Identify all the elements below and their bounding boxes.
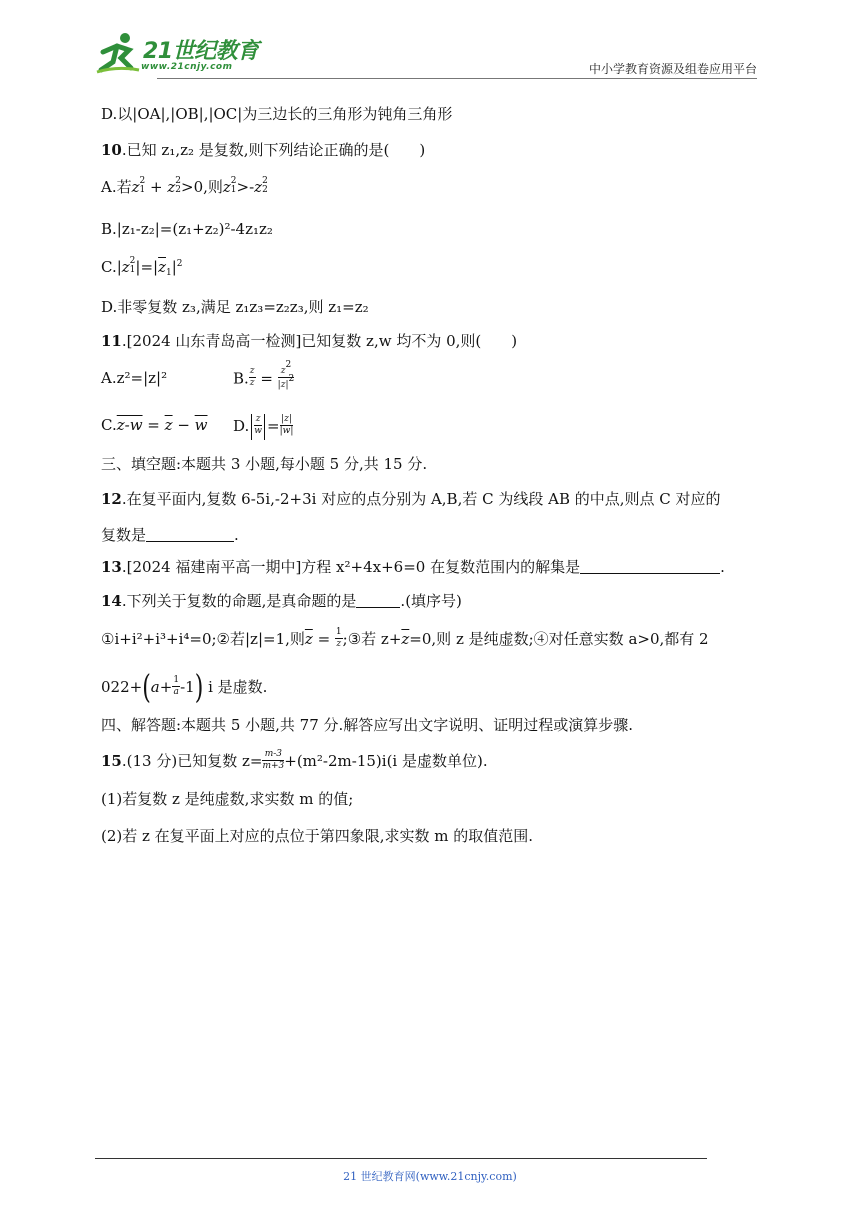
q11-option-b-label: B. (233, 369, 249, 388)
answer-blank[interactable] (580, 557, 720, 574)
q15-fraction-denominator: m+3 (262, 760, 285, 771)
q10-option-a-label: A.若 (101, 178, 132, 196)
q11-stem-text: .[2024 山东青岛高一检测]已知复数 z,w 均不为 0,则( ) (121, 332, 518, 350)
q15-part1: (1)若复数 z 是纯虚数,求实数 m 的值; (101, 790, 354, 808)
q12-stem-text: .在复平面内,复数 6-5i,-2+3i 对应的点分别为 A,B,若 C 为线段 AB 的中点,则点 C 对应的 (121, 490, 721, 508)
q13-stem: 13.[2024 福建南平高一期中]方程 x²+4x+6=0 在复数范围内的解集是 . (101, 558, 725, 576)
q11-option-c: $C.z-w = \overline{z} - \overline{w}$ (101, 416, 208, 434)
q14-stem-tail: .(填序号) (400, 592, 462, 610)
q10-option-c-tail: |=| (135, 258, 159, 276)
q14-prop-part1: ①i+i²+i³+i⁴=0;②若|z|=1,则 (101, 630, 305, 648)
q10-option-c-label: C.| (101, 258, 122, 276)
q10-option-d: D.非零复数 z₃,满足 z₁z₃=z₂z₃,则 z₁=z₂ (101, 298, 369, 316)
q10-stem-text: .已知 z₁,z₂ 是复数,则下列结论正确的是( ) (121, 141, 426, 159)
q14-prop-part2: ;③若 z+ (342, 630, 402, 648)
q14-stem-text: .下列关于复数的命题,是真命题的是 (121, 592, 357, 610)
q14-stem (101, 590, 462, 612)
q14-prop-part3: =0,则 z 是纯虚数;④对任意实数 a>0,都有 2 (409, 630, 709, 648)
runner-logo-icon (95, 32, 141, 76)
q10-option-a-tail: >0,则 (181, 178, 223, 196)
q11-option-c-label: C. (101, 416, 117, 434)
header-divider (157, 78, 757, 79)
question-number: 10 (101, 141, 122, 159)
section-solve-title: 四、解答题:本题共 5 小题,共 77 分.解答应写出文字说明、证明过程或演算步骤. (101, 716, 634, 734)
q10-option-b: B.|z₁-z₂|=(z₁+z₂)²-4z₁z₂ (101, 220, 273, 238)
answer-blank[interactable] (356, 591, 400, 608)
q9-option-d: D.以|OA|,|OB|,|OC|为三边长的三角形为钝角三角形 (101, 105, 453, 123)
q15-stem (101, 750, 488, 773)
q11-option-d-label: D. (233, 417, 250, 435)
page-header (95, 26, 757, 78)
q11-option-b: B. $\frac{z}{z}$ = $\frac{z^2}{|z|^2}$ (233, 360, 295, 390)
q15-fraction-numerator: m-3 (262, 750, 284, 761)
q14-prop-part5: i 是虚数. (208, 678, 268, 696)
site-logo (95, 32, 265, 76)
q15-part2: (2)若 z 在复平面上对应的点位于第四象限,求实数 m 的取值范围. (101, 827, 533, 845)
q15-stem-part2: +(m²-2m-15)i(i 是虚数单位). (284, 752, 488, 770)
footer-text: 21 世纪教育网(www.21cnjy.com) (343, 1170, 517, 1183)
question-number: 14 (101, 592, 122, 610)
q10-option-c: C.|z 2 1 $|=|\overline{z}_1|^2$ (101, 256, 183, 278)
q11-stem (101, 330, 517, 352)
q10-option-a: A.若z 2 1 + z 2 2 >0,则z 2 1 >-z 2 2 (101, 176, 268, 196)
platform-name: 中小学教育资源及组卷应用平台 (588, 62, 757, 76)
q14-propositions-line1: ①i+i²+i³+i⁴=0;②若|z|=1,则$\overline{z}$ = $\frac{1}{z}$ ;③若 $z+\overline{z}=0$,则 z 是纯虚数;④对任意实数 a>0,都有 2 (101, 626, 709, 649)
q14-prop-part4: 022+ (101, 678, 143, 696)
question-number: 12 (101, 490, 122, 508)
q11-option-a: A.z²=|z|² (101, 369, 168, 387)
logo-text: 21世纪教育 (143, 39, 259, 64)
q12-line2-text: 复数是 (101, 526, 147, 544)
q15-stem-part1: .(13 分)已知复数 z= (121, 752, 263, 770)
question-number: 11 (101, 332, 122, 350)
logo-url: www.21cnjy.com (141, 62, 233, 72)
answer-blank[interactable] (146, 525, 234, 542)
q12-line1 (101, 488, 721, 510)
q11-option-d: D. $\frac{z}{w}$ = $\frac{|z|}{|w|}$ (233, 414, 293, 440)
question-number: 15 (101, 752, 122, 770)
q14-propositions-line2: 022+(a+ $\frac{1}{a}$ -1) i 是虚数. (101, 669, 268, 707)
q10-stem (101, 139, 425, 161)
q12-line2: 复数是 . (101, 526, 239, 544)
q11-option-c-expr: z-w (116, 416, 143, 434)
footer-divider (95, 1158, 707, 1159)
question-number: 13 (101, 558, 122, 576)
section-fill-blank-title: 三、填空题:本题共 3 小题,每小题 5 分,共 15 分. (101, 455, 428, 473)
q13-stem-text: .[2024 福建南平高一期中]方程 x²+4x+6=0 在复数范围内的解集是 (121, 558, 581, 576)
